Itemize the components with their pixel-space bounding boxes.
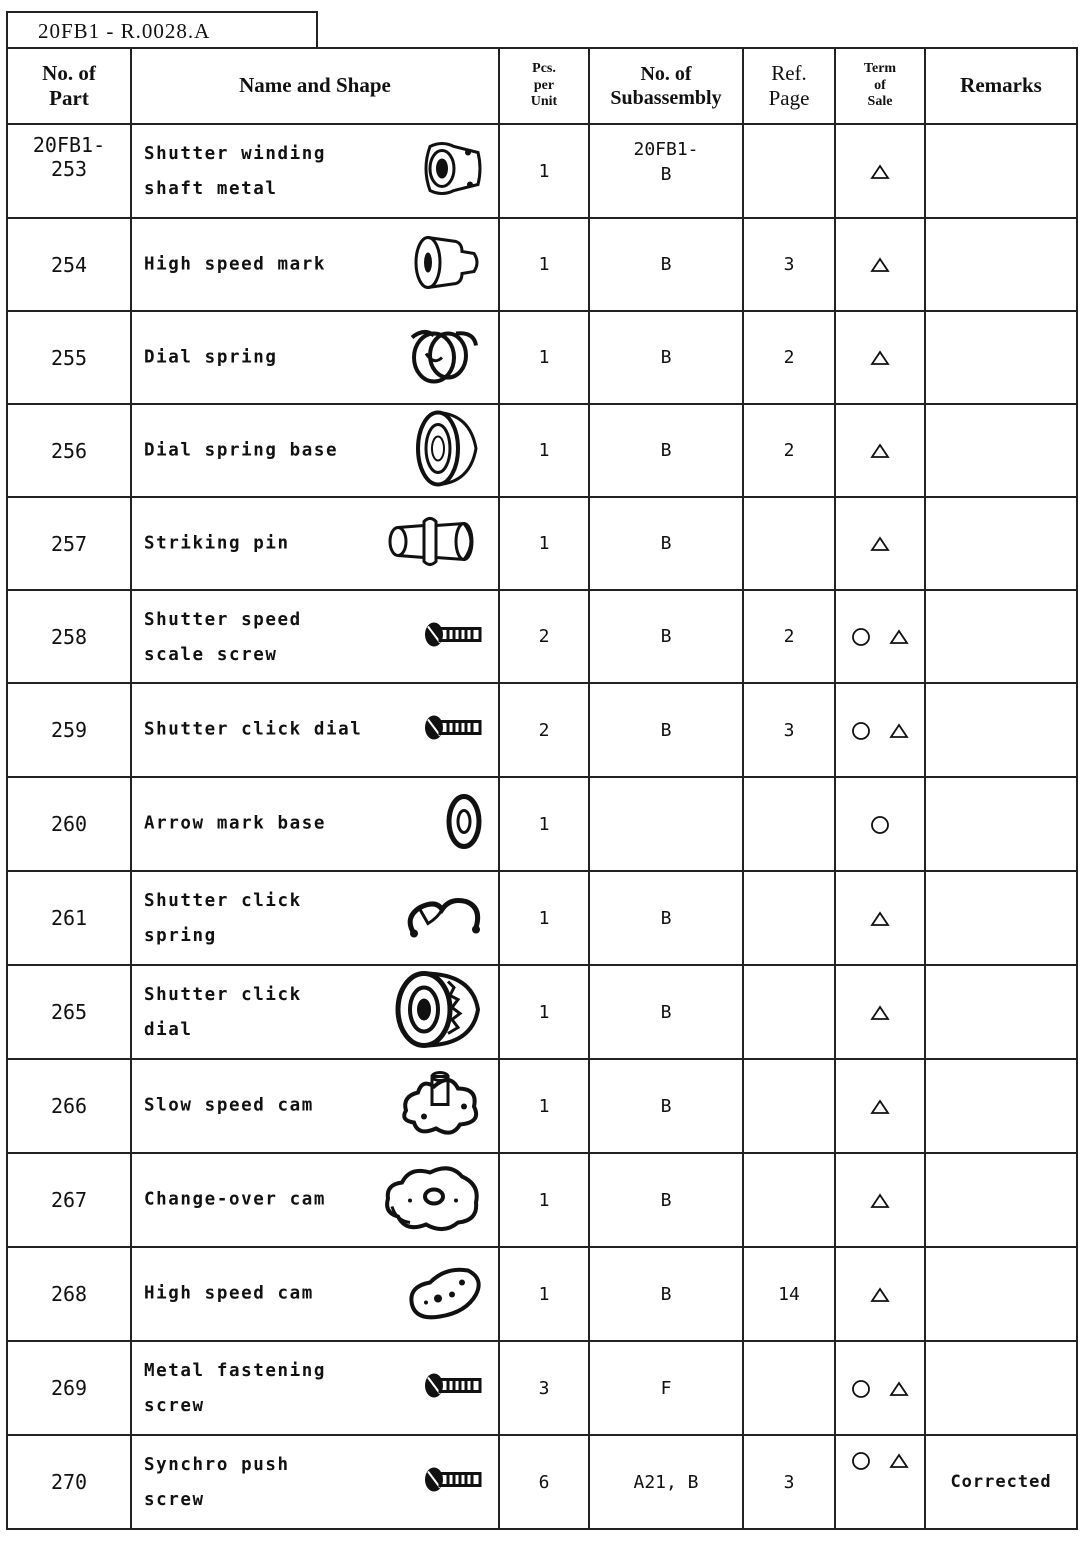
part-name: Dial spring [144,347,278,367]
term-of-sale [835,218,925,311]
subassembly: B [589,1153,743,1247]
pcs-per-unit: 1 [499,1059,589,1153]
pcs-per-unit: 6 [499,1435,589,1529]
header-term-of-sale: Term of Sale [835,48,925,124]
header-remarks: Remarks [925,48,1077,124]
subassembly: B [589,1247,743,1341]
ref-page [743,1341,835,1435]
subassembly: B [589,1059,743,1153]
change-over-cam-icon [380,1161,484,1240]
part-number: 268 [7,1247,131,1341]
table-row [7,965,1077,1059]
term-of-sale [835,497,925,590]
part-name-cell [131,1153,499,1247]
part-number: 259 [7,683,131,777]
dial-spring-base-icon [414,408,484,493]
ref-page [743,124,835,218]
remarks [925,1341,1077,1435]
part-number: 270 [7,1435,131,1529]
triangle-icon [870,350,890,366]
ref-page: 2 [743,311,835,404]
part-number: 20FB1- 253 [7,124,131,218]
remarks [925,1153,1077,1247]
table-row [7,1153,1077,1247]
term-of-sale [835,590,925,683]
header-row [7,48,1077,124]
remarks: Corrected [925,1435,1077,1529]
term-of-sale [835,1153,925,1247]
ref-page [743,777,835,871]
circle-icon [851,721,871,741]
pcs-per-unit: 1 [499,218,589,311]
ref-page [743,965,835,1059]
table-row [7,1435,1077,1529]
table-row [7,124,1077,218]
remarks [925,218,1077,311]
part-number: 257 [7,497,131,590]
subassembly: B [589,590,743,683]
subassembly [589,777,743,871]
screw-icon [422,620,484,653]
screw-icon [422,1372,484,1405]
remarks [925,871,1077,965]
pcs-per-unit: 1 [499,777,589,871]
striking-pin-icon [384,513,484,574]
pcs-per-unit: 2 [499,683,589,777]
circle-icon [851,627,871,647]
subassembly: F [589,1341,743,1435]
remarks [925,683,1077,777]
subassembly: B [589,871,743,965]
subassembly: B [589,311,743,404]
document-code: 20FB1 - R.0028.A [6,11,318,47]
part-number: 269 [7,1341,131,1435]
part-name: Shutter click dial [144,985,302,1040]
table-row [7,777,1077,871]
part-name-cell [131,1059,499,1153]
circle-icon [851,1451,871,1471]
triangle-icon [870,1193,890,1209]
part-name: Striking pin [144,533,290,553]
triangle-icon [889,1381,909,1397]
remarks [925,590,1077,683]
pcs-per-unit: 1 [499,124,589,218]
part-name: High speed mark [144,254,327,274]
triangle-icon [870,1287,890,1303]
winding-shaft-metal-icon [420,139,484,204]
term-of-sale [835,965,925,1059]
click-dial-icon [392,968,484,1057]
remarks [925,311,1077,404]
pcs-per-unit: 1 [499,404,589,497]
ref-page [743,1153,835,1247]
table-row [7,311,1077,404]
subassembly: B [589,404,743,497]
term-of-sale [835,1059,925,1153]
part-number: 267 [7,1153,131,1247]
remarks [925,497,1077,590]
part-name: Arrow mark base [144,813,327,834]
remarks [925,1247,1077,1341]
triangle-icon [870,1005,890,1021]
remarks [925,965,1077,1059]
subassembly: B [589,683,743,777]
part-name-cell [131,218,499,311]
part-name: Slow speed cam [144,1095,314,1116]
header-subassembly: No. of Subassembly [589,48,743,124]
triangle-icon [870,536,890,552]
remarks [925,777,1077,871]
part-name-cell [131,124,499,218]
washer-icon [444,793,484,856]
subassembly: B [589,497,743,590]
pcs-per-unit: 1 [499,1153,589,1247]
term-of-sale [835,124,925,218]
ref-page: 2 [743,404,835,497]
circle-icon [870,815,890,835]
part-name-cell [131,497,499,590]
triangle-icon [889,1453,909,1469]
part-name: Metal fastening screw [144,1361,327,1416]
triangle-icon [889,629,909,645]
part-number: 266 [7,1059,131,1153]
triangle-icon [870,443,890,459]
pcs-per-unit: 3 [499,1341,589,1435]
header-ref-page: Ref. Page [743,48,835,124]
part-number: 261 [7,871,131,965]
click-spring-icon [402,888,484,949]
pcs-per-unit: 1 [499,965,589,1059]
part-name: Change-over cam [144,1189,327,1210]
pcs-per-unit: 1 [499,1247,589,1341]
part-name-cell [131,965,499,1059]
remarks [925,124,1077,218]
part-name-cell [131,1247,499,1341]
part-number: 260 [7,777,131,871]
table-row [7,590,1077,683]
part-number: 265 [7,965,131,1059]
ref-page: 3 [743,683,835,777]
part-name-cell [131,1435,499,1529]
triangle-icon [870,257,890,273]
table-row [7,1247,1077,1341]
triangle-icon [870,1099,890,1115]
term-of-sale [835,683,925,777]
part-name-cell [131,683,499,777]
part-number: 256 [7,404,131,497]
ref-page: 3 [743,1435,835,1529]
part-name-cell [131,590,499,683]
high-speed-mark-icon [412,233,484,296]
term-of-sale [835,311,925,404]
term-of-sale [835,871,925,965]
high-speed-cam-icon [404,1261,484,1328]
part-name-cell [131,777,499,871]
part-name: Synchro push screw [144,1455,290,1510]
header-pcs-per-unit: Pcs. per Unit [499,48,589,124]
remarks [925,1059,1077,1153]
circle-icon [851,1379,871,1399]
screw-icon [422,1466,484,1499]
table-row [7,497,1077,590]
part-name: High speed cam [144,1283,314,1304]
part-name: Shutter click dial [144,719,363,740]
part-name-cell [131,871,499,965]
term-of-sale [835,404,925,497]
part-name: Shutter winding shaft metal [144,144,327,199]
table-row [7,1341,1077,1435]
ref-page [743,497,835,590]
part-name: Shutter speed scale screw [144,610,302,665]
part-name-cell [131,1341,499,1435]
triangle-icon [870,911,890,927]
part-number: 258 [7,590,131,683]
subassembly: 20FB1- B [589,124,743,218]
part-name-cell [131,311,499,404]
ref-page [743,871,835,965]
slow-speed-cam-icon [398,1067,484,1146]
part-name-cell [131,404,499,497]
table-row [7,871,1077,965]
header-part-no: No. of Part [7,48,131,124]
term-of-sale [835,777,925,871]
subassembly: B [589,965,743,1059]
ref-page [743,1059,835,1153]
term-of-sale [835,1435,925,1529]
part-name: Shutter click spring [144,891,302,946]
part-number: 255 [7,311,131,404]
parts-table [6,47,1078,1530]
pcs-per-unit: 1 [499,497,589,590]
pcs-per-unit: 1 [499,311,589,404]
table-row [7,404,1077,497]
ref-page: 2 [743,590,835,683]
table-row [7,218,1077,311]
table-row [7,683,1077,777]
triangle-icon [889,723,909,739]
part-number: 254 [7,218,131,311]
subassembly: B [589,218,743,311]
pcs-per-unit: 2 [499,590,589,683]
screw-icon [422,714,484,747]
part-name: Dial spring base [144,440,339,460]
term-of-sale [835,1341,925,1435]
dial-spring-icon [404,323,484,392]
table-row [7,1059,1077,1153]
term-of-sale [835,1247,925,1341]
remarks [925,404,1077,497]
pcs-per-unit: 1 [499,871,589,965]
header-name-shape: Name and Shape [131,48,499,124]
subassembly: A21, B [589,1435,743,1529]
triangle-icon [870,164,890,180]
ref-page: 3 [743,218,835,311]
ref-page: 14 [743,1247,835,1341]
